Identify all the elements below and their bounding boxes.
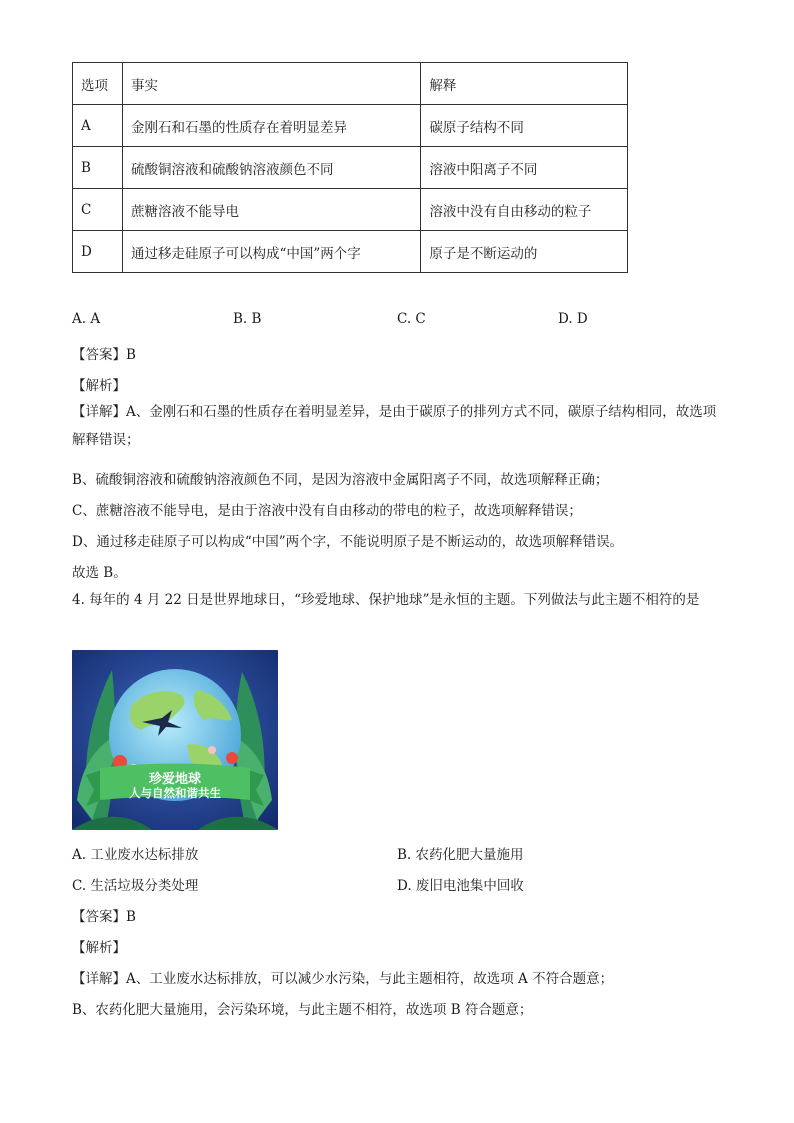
option-c[interactable]: C. 生活垃圾分类处理 (72, 878, 199, 894)
table-cell: 通过移走硅原子可以构成“中国”两个字 (122, 231, 420, 273)
table-row (73, 231, 628, 273)
table-header-cell: 事实 (122, 63, 420, 105)
q4-stem: 4. 每年的 4 月 22 日是世界地球日，“珍爱地球、保护地球”是永恒的主题。下列做法与此主题不相符的是 (72, 592, 700, 608)
table-cell: C (73, 189, 123, 231)
q3-analysis-label: 【解析】 (72, 378, 126, 394)
table-cell: D (73, 231, 123, 273)
banner-line-1: 珍爱地球 (148, 772, 202, 787)
table-cell: 金刚石和石墨的性质存在着明显差异 (122, 105, 420, 147)
choice-c[interactable]: C. C (397, 311, 426, 327)
q4-detail-line: 【详解】A、工业废水达标排放，可以减少水污染，与此主题相符，故选项 A 不符合题意； (72, 971, 614, 987)
q4-analysis-label: 【解析】 (72, 940, 126, 956)
q3-choices (72, 311, 732, 331)
option-a[interactable]: A. 工业废水达标排放 (72, 847, 199, 863)
choice-d[interactable]: D. D (558, 311, 588, 327)
q3-answer: 【答案】B (72, 347, 136, 363)
table-cell: B (73, 147, 123, 189)
choice-b[interactable]: B. B (233, 311, 262, 327)
q4-answer: 【答案】B (72, 909, 136, 925)
q4-detail-line: B、农药化肥大量施用，会污染环境，与此主题不相符，故选项 B 符合题意； (72, 1002, 533, 1018)
table-row (73, 105, 628, 147)
earth-day-poster (72, 650, 278, 830)
table-cell: 硫酸铜溶液和硫酸钠溶液颜色不同 (122, 147, 420, 189)
table-cell: 蔗糖溶液不能导电 (122, 189, 420, 231)
table-cell: 溶液中阳离子不同 (421, 147, 628, 189)
facts-table (72, 62, 628, 273)
table-header-cell: 解释 (421, 63, 628, 105)
table-header-row (73, 63, 628, 105)
q3-detail-line: B、硫酸铜溶液和硫酸钠溶液颜色不同，是因为溶液中金属阳离子不同，故选项解释正确； (72, 472, 609, 488)
table-cell: A (73, 105, 123, 147)
earth-day-illustration (72, 650, 278, 830)
q4-options-row-2 (72, 874, 732, 894)
table-row (73, 147, 628, 189)
option-b[interactable]: B. 农药化肥大量施用 (397, 847, 524, 863)
q3-detail-line: D、通过移走硅原子可以构成“中国”两个字，不能说明原子是不断运动的，故选项解释错误。 (72, 534, 624, 550)
table-row (73, 189, 628, 231)
q3-detail-line: 【详解】A、金刚石和石墨的性质存在着明显差异，是由于碳原子的排列方式不同，碳原子结构相同，故选项解释错误； (72, 404, 717, 448)
table-cell: 溶液中没有自由移动的粒子 (421, 189, 628, 231)
table-cell: 碳原子结构不同 (421, 105, 628, 147)
banner-line-2: 人与自然和谐共生 (129, 786, 221, 800)
option-d[interactable]: D. 废旧电池集中回收 (397, 878, 524, 894)
table-header-cell: 选项 (73, 63, 123, 105)
table-cell: 原子是不断运动的 (421, 231, 628, 273)
q3-detail-line: C、蔗糖溶液不能导电，是由于溶液中没有自由移动的带电的粒子，故选项解释错误； (72, 503, 582, 519)
choice-a[interactable]: A. A (72, 311, 101, 327)
q3-conclusion: 故选 B。 (72, 565, 127, 581)
q4-options-row-1 (72, 843, 732, 863)
